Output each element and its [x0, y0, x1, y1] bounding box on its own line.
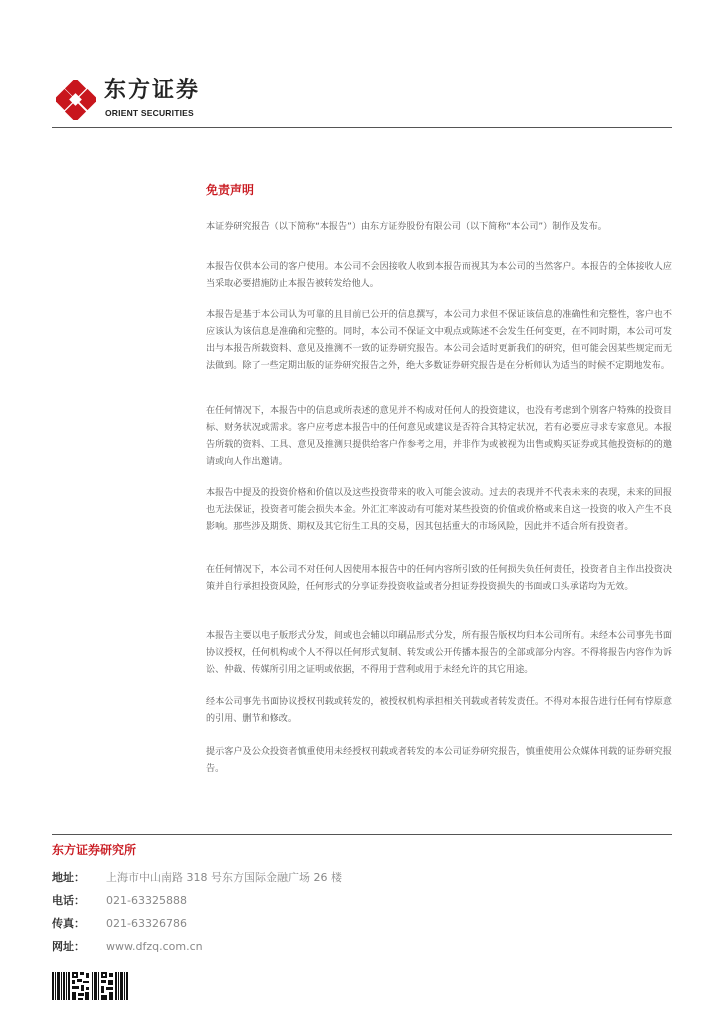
- contact-label: 地址：: [52, 871, 85, 884]
- contact-label: 网址：: [52, 940, 85, 953]
- footer-divider: [52, 834, 672, 835]
- qr-barcode-icon: [52, 972, 128, 1000]
- disclaimer-paragraph: 本报告中提及的投资价格和价值以及这些投资带来的收入可能会波动。过去的表现并不代表未来的表现，未来的回报也无法保证，投资者可能会损失本金。外汇汇率波动有可能对某些投资的价值或价格或来自这一投资的收入产生不良影响。那些涉及期货、期权及其它衍生工具的交易，因其包括重大的市场风险，因此并不适合所有投资者。: [206, 488, 672, 532]
- header-divider: [52, 127, 672, 128]
- disclaimer-paragraph: 提示客户及公众投资者慎重使用未经授权刊载或者转发的本公司证券研究报告，慎重使用公众媒体刊载的证券研究报告。: [206, 747, 672, 774]
- contact-value[interactable]: www.dfzq.com.cn: [106, 940, 203, 953]
- contact-value: 上海市中山南路 318 号东方国际金融广场 26 楼: [106, 871, 342, 884]
- disclaimer-paragraph: 经本公司事先书面协议授权刊载或转发的，被授权机构承担相关刊载或者转发责任。不得对本报告进行任何有悖原意的引用、删节和修改。: [206, 697, 672, 724]
- disclaimer-paragraph: 本报告主要以电子版形式分发，间或也会辅以印刷品形式分发，所有报告版权均归本公司所有。未经本公司事先书面协议授权，任何机构或个人不得以任何形式复制、转发或公开传播本报告的全部或部分内容。不得将报告内容作为诉讼、仲裁、传媒所引用之证明或依据，不得用于营利或用于未经允许的其它用途。: [206, 631, 672, 675]
- disclaimer-paragraph: 在任何情况下，本报告中的信息或所表述的意见并不构成对任何人的投资建议，也没有考虑到个别客户特殊的投资目标、财务状况或需求。客户应考虑本报告中的任何意见或建议是否符合其特定状况，若有必要应寻求专家意见。本报告所载的资料、工具、意见及推测只提供给客户作参考之用，并非作为或被视为出售或购买证券或其他投资标的的邀请或向人作出邀请。: [206, 406, 672, 467]
- contact-value: 021-63325888: [106, 894, 187, 907]
- logo-chinese-name: 东方证券: [104, 78, 201, 103]
- orient-securities-logo-icon: [56, 80, 96, 120]
- company-logo: [56, 76, 226, 122]
- disclaimer-paragraph: 在任何情况下，本公司不对任何人因使用本报告中的任何内容所引致的任何损失负任何责任，投资者自主作出投资决策并自行承担投资风险，任何形式的分享证券投资收益或者分担证券投资损失的书面或口头承诺均为无效。: [206, 565, 672, 592]
- disclaimer-paragraph: 本证券研究报告（以下简称“本报告”）由东方证券股份有限公司（以下简称“本公司”）制作及发布。: [206, 222, 607, 232]
- disclaimer-paragraph: 本报告仅供本公司的客户使用。本公司不会因接收人收到本报告而视其为本公司的当然客户。本报告的全体接收人应当采取必要措施防止本报告被转发给他人。: [206, 262, 672, 289]
- logo-english-name: ORIENT SECURITIES: [105, 108, 194, 118]
- contact-label: 传真：: [52, 917, 85, 930]
- contact-label: 电话：: [52, 894, 85, 907]
- contact-value: 021-63326786: [106, 917, 187, 930]
- disclaimer-title: 免责声明: [206, 183, 255, 197]
- disclaimer-paragraph: 本报告是基于本公司认为可靠的且目前已公开的信息撰写，本公司力求但不保证该信息的准确性和完整性，客户也不应该认为该信息是准确和完整的。同时，本公司不保证文中观点或陈述不会发生任何变更，在不同时期，本公司可发出与本报告所载资料、意见及推测不一致的证券研究报告。本公司会适时更新我们的研究，但可能会因某些规定而无法做到。除了一些定期出版的证券研究报告之外，绝大多数证券研究报告是在分析师认为适当的时候不定期地发布。: [206, 310, 672, 371]
- research-institute-name: 东方证券研究所: [52, 843, 137, 857]
